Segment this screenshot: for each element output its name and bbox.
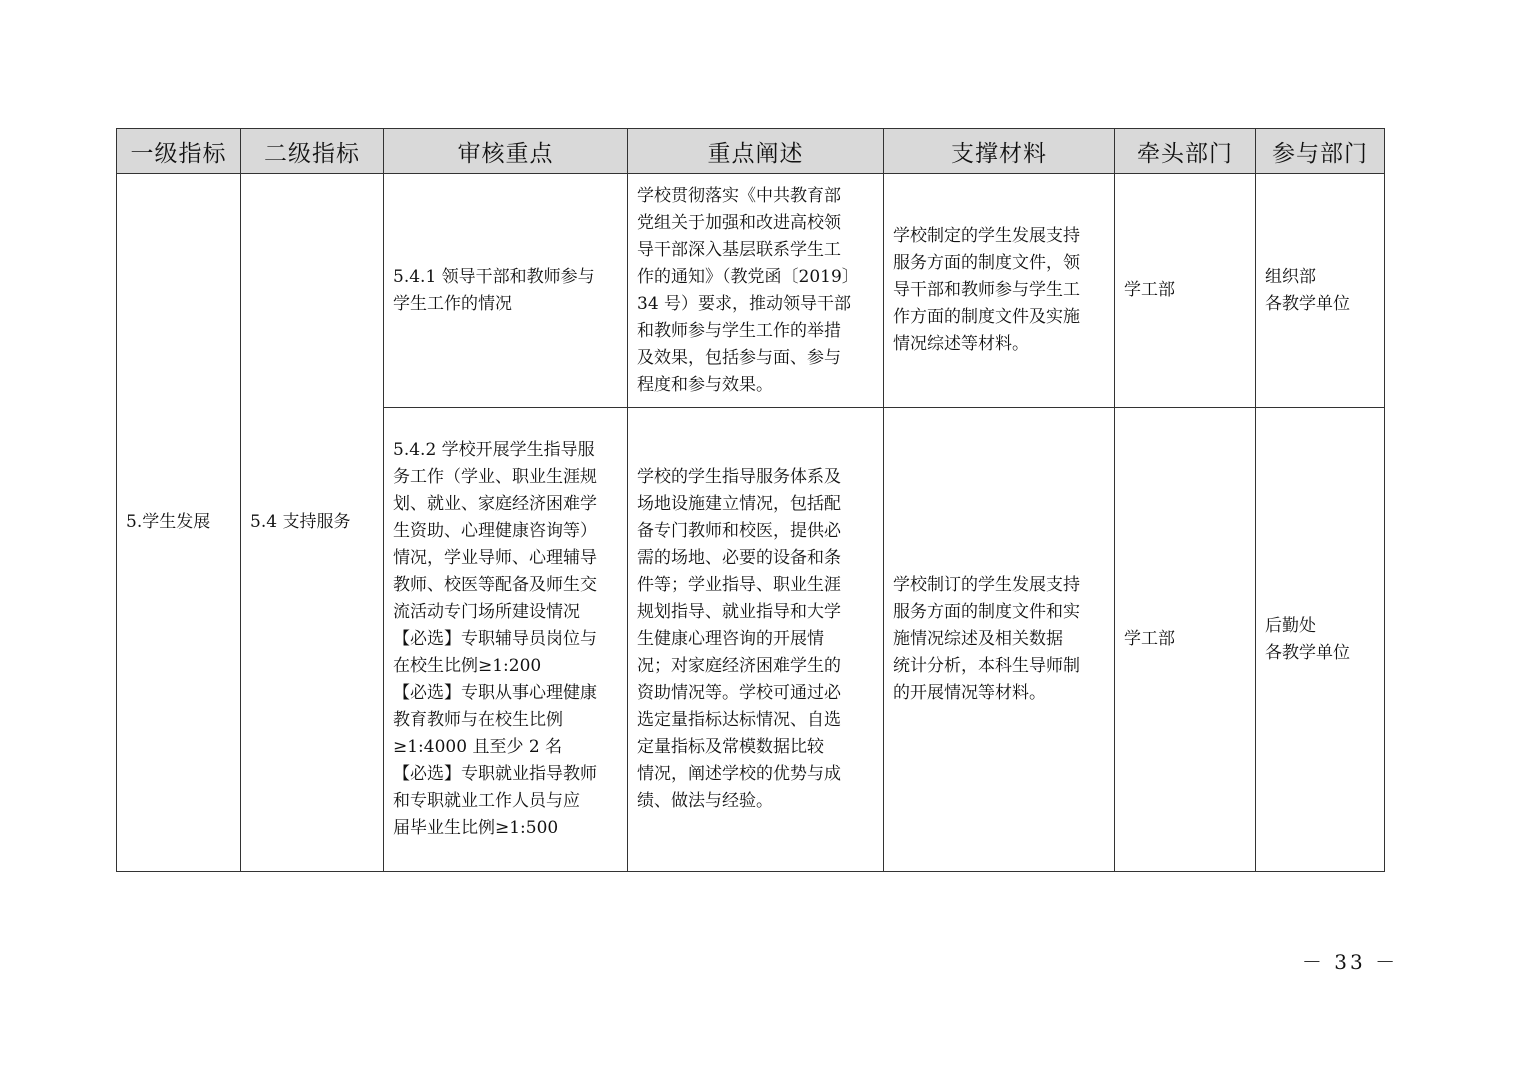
- materials-cell: [884, 408, 1115, 872]
- elaboration-line: 情况，阐述学校的优势与成: [637, 764, 841, 784]
- elaboration-line: 党组关于加强和改进高校领: [637, 212, 841, 233]
- focus-cell: [384, 408, 628, 872]
- focus-line: 【必选】专职辅导员岗位与: [393, 629, 597, 649]
- materials-line: 服务方面的制度文件，领: [893, 253, 1080, 273]
- level2-cell: 5.4 支持服务: [241, 174, 384, 872]
- materials-line: 作方面的制度文件及实施: [893, 307, 1080, 327]
- elaboration-line: 资助情况等。学校可通过必: [637, 683, 841, 703]
- materials-line: 情况综述等材料。: [893, 334, 1029, 354]
- materials-line: 的开展情况等材料。: [893, 683, 1046, 703]
- elaboration-line: 作的通知》（教党函〔2019〕: [637, 266, 859, 287]
- elaboration-line: 备专门教师和校医，提供必: [637, 521, 841, 541]
- elaboration-line: 需的场地、必要的设备和条: [637, 548, 841, 568]
- elaboration-line: 绩、做法与经验。: [637, 791, 773, 811]
- elaboration-line: 况；对家庭经济困难学生的: [637, 656, 841, 676]
- focus-line: 学生工作的情况: [393, 293, 512, 314]
- focus-line: 届毕业生比例≥1:500: [393, 818, 559, 838]
- focus-line: 教育教师与在校生比例: [393, 710, 563, 730]
- elaboration-line: 场地设施建立情况，包括配: [637, 494, 841, 514]
- participants-line: 组织部: [1265, 266, 1316, 287]
- focus-line: 5.4.1 领导干部和教师参与: [393, 266, 595, 287]
- participants-line: 各教学单位: [1265, 293, 1350, 314]
- elaboration-line: 学校的学生指导服务体系及: [637, 467, 841, 487]
- participants-line: 后勤处: [1265, 615, 1316, 636]
- materials-line: 统计分析，本科生导师制: [893, 656, 1080, 676]
- focus-line: 划、就业、家庭经济困难学: [393, 494, 597, 514]
- focus-line: 【必选】专职就业指导教师: [393, 764, 597, 784]
- elaboration-line: 件等；学业指导、职业生涯: [637, 575, 841, 595]
- lead-dept-cell: 学工部: [1115, 408, 1256, 872]
- focus-line: 流活动专门场所建设情况: [393, 602, 580, 622]
- level1-cell: 5.学生发展: [117, 174, 241, 872]
- header-lead-dept: 牵头部门: [1115, 129, 1256, 174]
- elaboration-line: 生健康心理咨询的开展情: [637, 629, 824, 649]
- materials-line: 导干部和教师参与学生工: [893, 280, 1080, 300]
- header-level2: 二级指标: [241, 129, 384, 174]
- elaboration-cell: [628, 174, 884, 408]
- focus-line: 【必选】专职从事心理健康: [393, 683, 597, 703]
- header-row: [117, 129, 1385, 174]
- indicator-table: [116, 128, 1385, 872]
- elaboration-cell: [628, 408, 884, 872]
- focus-line: 教师、校医等配备及师生交: [393, 575, 597, 595]
- materials-cell: [884, 174, 1115, 408]
- focus-line: 和专职就业工作人员与应: [393, 791, 580, 811]
- elaboration-line: 学校贯彻落实《中共教育部: [637, 185, 841, 206]
- participant-dept-cell: [1256, 408, 1385, 872]
- elaboration-line: 规划指导、就业指导和大学: [637, 602, 841, 622]
- elaboration-line: 程度和参与效果。: [637, 374, 773, 395]
- elaboration-line: 及效果，包括参与面、参与: [637, 347, 841, 368]
- elaboration-line: 34 号）要求，推动领导干部: [637, 293, 852, 314]
- header-audit-focus: 审核重点: [384, 129, 628, 174]
- focus-cell: [384, 174, 628, 408]
- materials-line: 施情况综述及相关数据: [893, 629, 1063, 649]
- table-row: [117, 174, 1385, 408]
- header-elaboration: 重点阐述: [628, 129, 884, 174]
- elaboration-line: 和教师参与学生工作的举措: [637, 320, 841, 341]
- elaboration-line: 选定量指标达标情况、自选: [637, 710, 841, 730]
- focus-line: 生资助、心理健康咨询等）: [393, 521, 597, 541]
- elaboration-line: 定量指标及常模数据比较: [637, 737, 824, 757]
- materials-line: 服务方面的制度文件和实: [893, 602, 1080, 622]
- focus-line: 情况，学业导师、心理辅导: [393, 548, 597, 568]
- page-number: － 33 －: [1301, 950, 1399, 974]
- focus-line: 5.4.2 学校开展学生指导服: [393, 440, 595, 460]
- header-level1: 一级指标: [117, 129, 241, 174]
- header-participant-dept: 参与部门: [1256, 129, 1385, 174]
- elaboration-line: 导干部深入基层联系学生工: [637, 239, 841, 260]
- participants-line: 各教学单位: [1265, 642, 1350, 663]
- lead-dept-cell: 学工部: [1115, 174, 1256, 408]
- focus-line: 务工作（学业、职业生涯规: [393, 467, 597, 487]
- header-materials: 支撑材料: [884, 129, 1115, 174]
- participant-dept-cell: [1256, 174, 1385, 408]
- focus-line: 在校生比例≥1:200: [393, 656, 542, 676]
- materials-line: 学校制定的学生发展支持: [893, 226, 1080, 246]
- materials-line: 学校制订的学生发展支持: [893, 575, 1080, 595]
- focus-line: ≥1:4000 且至少 2 名: [393, 737, 563, 757]
